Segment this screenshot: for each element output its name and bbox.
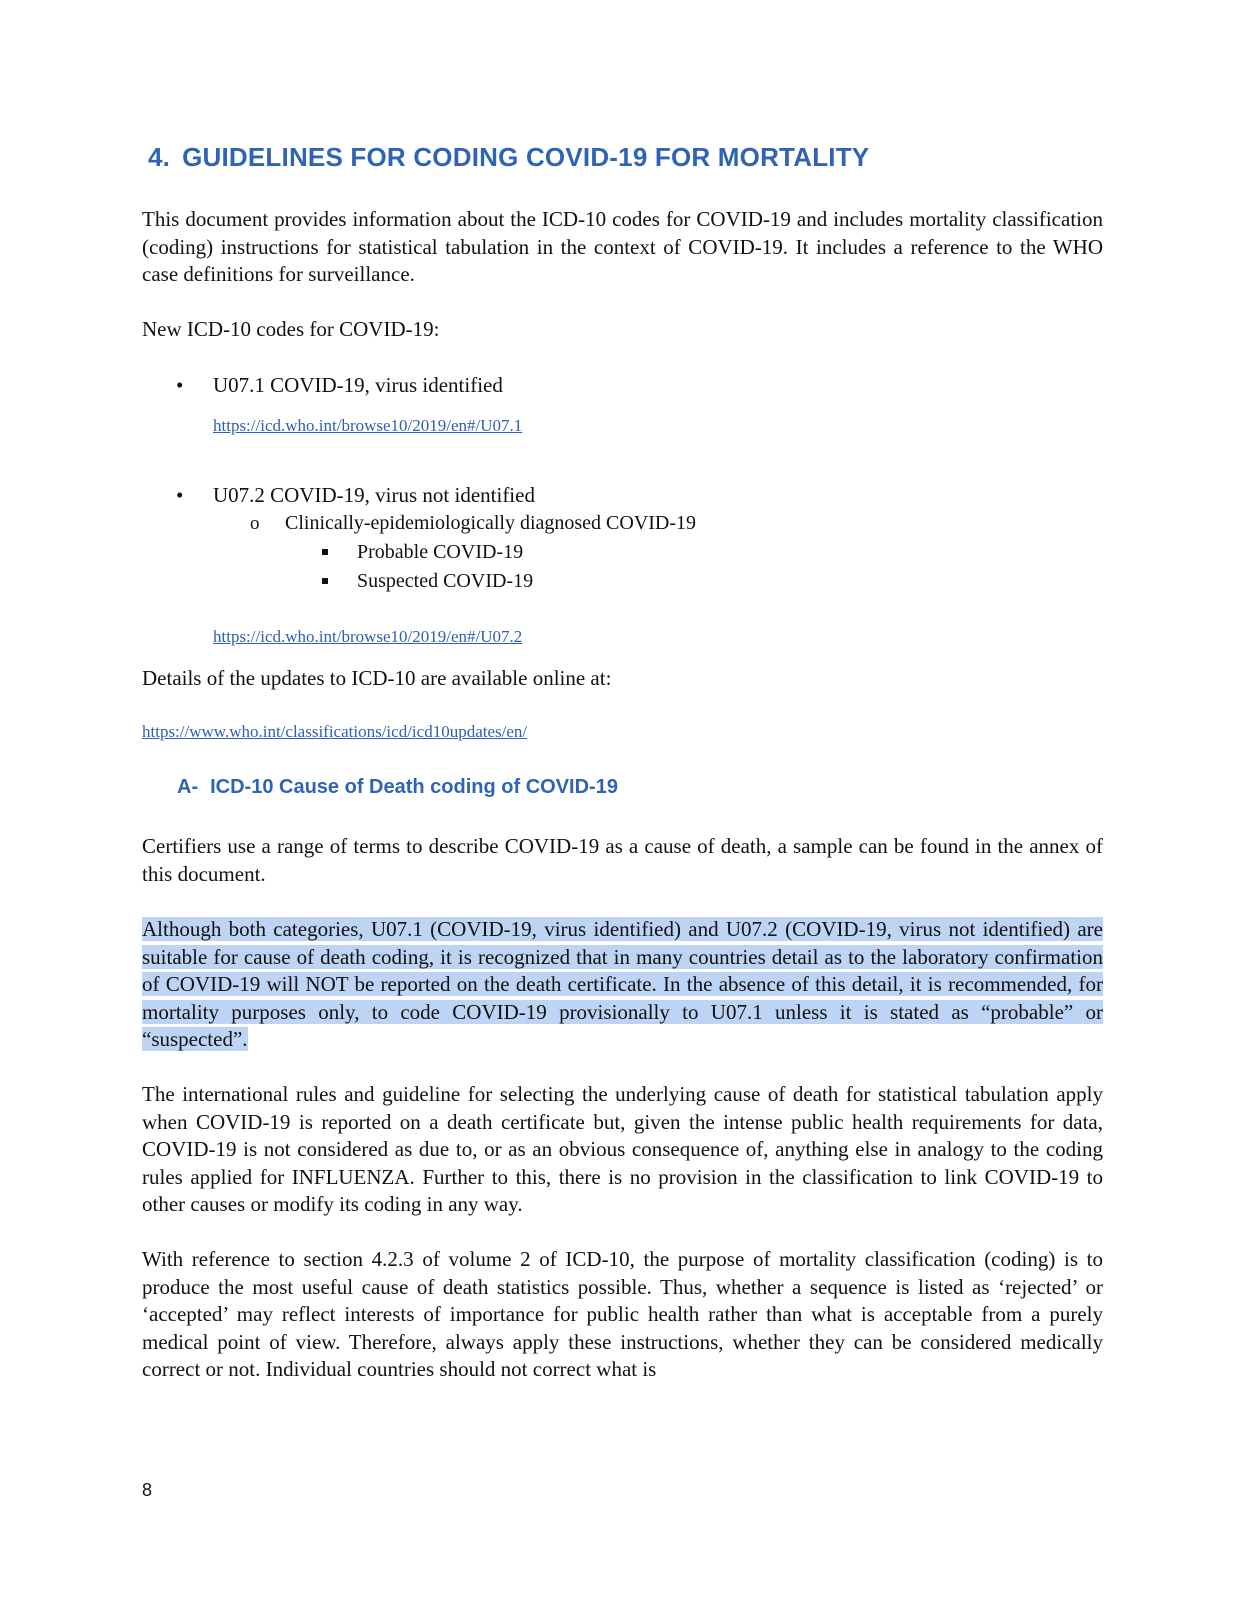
sub-item-suspected: Suspected COVID-19 — [357, 570, 534, 592]
bullet-square-icon — [322, 578, 328, 584]
text-selection: Although both categories, U07.1 (COVID-19, virus identified) and U07.2 (COVID-19, virus not identified) are suitable for cause of death coding, it is recognized that in many countries detail as to the laboratory confirmation of COVID-19 will NOT be reported on the death certificate. In the absence of this detail, it is recommended, for mortality purposes only, to code COVID-19 provisionally to U07.1 unless it is stated as “probable” or “suspected”. — [142, 917, 1103, 1051]
bullet-dot-icon: • — [176, 373, 184, 397]
rules-paragraph: The international rules and guideline for selecting the underlying cause of death for statistical tabulation apply when COVID-19 is reported on a death certificate but, given the intense public health requirements for data, COVID-19 is not considered as due to, or as an obvious consequence of, anything else in analogy to the coding rules applied for INFLUENZA. Further to this, there is no provision in the classification to link COVID-19 to other causes or modify its coding in any way. — [142, 1082, 1103, 1216]
codes-label: New ICD-10 codes for COVID-19: — [142, 317, 440, 341]
link-icd10-updates[interactable]: https://www.who.int/classifications/icd/icd10updates/en/ — [142, 722, 528, 741]
code-u071: U07.1 COVID-19, virus identified — [213, 373, 503, 397]
sub-item-probable: Probable COVID-19 — [357, 541, 524, 563]
subsection-heading — [177, 776, 1077, 799]
reference-paragraph: With reference to section 4.2.3 of volume 2 of ICD-10, the purpose of mortality classification (coding) is to produce the most useful cause of death statistics possible. Thus, whether a sequence is listed as ‘rejected’ or ‘accepted’ may reflect interests of importance for public health rather than what is acceptable from a purely medical point of view. Therefore, always apply these instructions, whether they can be considered medically correct or not. Individual countries should not correct what is — [142, 1247, 1103, 1381]
subsection-title: ICD-10 Cause of Death coding of COVID-19 — [210, 776, 618, 798]
page-number: 8 — [142, 1480, 153, 1500]
section-title: GUIDELINES FOR CODING COVID-19 FOR MORTALITY — [182, 142, 870, 172]
updates-label: Details of the updates to ICD-10 are available online at: — [142, 666, 612, 690]
intro-paragraph: This document provides information about the ICD-10 codes for COVID-19 and includes mortality classification (coding) instructions for statistical tabulation in the context of COVID-19. It includes a reference to the WHO case definitions for surveillance. — [142, 207, 1103, 286]
certifiers-paragraph: Certifiers use a range of terms to describe COVID-19 as a cause of death, a sample can be found in the annex of this document. — [142, 834, 1103, 886]
bullet-circle-icon: o — [250, 513, 260, 534]
bullet-square-icon — [322, 549, 328, 555]
link-u072[interactable]: https://icd.who.int/browse10/2019/en#/U07.2 — [213, 627, 523, 646]
subsection-number: A- — [177, 776, 199, 798]
sub-item-clinical: Clinically-epidemiologically diagnosed COVID-19 — [285, 512, 697, 534]
link-u071[interactable]: https://icd.who.int/browse10/2019/en#/U07.1 — [213, 416, 523, 435]
code-u072: U07.2 COVID-19, virus not identified — [213, 483, 535, 507]
bullet-dot-icon: • — [176, 483, 184, 507]
section-heading — [148, 142, 1108, 173]
highlighted-paragraph — [142, 916, 1103, 1054]
section-number: 4. — [148, 142, 171, 172]
